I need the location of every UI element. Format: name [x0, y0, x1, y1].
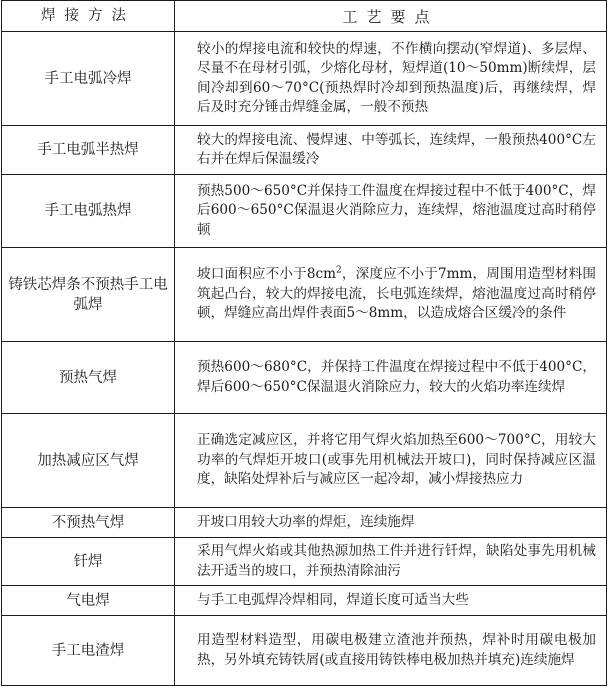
table-row: [2, 586, 607, 616]
header-row: [2, 1, 607, 32]
process-cell: 用造型材料造型，用碳电极建立渣池并预热，焊补时用碳电极加热，另外填充铸铁屑(或直接用铸铁棒电极加热并填充)连续施焊: [175, 616, 607, 686]
process-cell: 较大的焊接电流、慢焊速、中等弧长，连续焊，一般预热400°C左右并在焊后保温缓冷: [175, 126, 607, 175]
method-cell: 加热减应区气焊: [2, 414, 175, 508]
method-cell: 手工电弧冷焊: [2, 32, 175, 126]
process-text: ，深度应不小于7mm，周围用造型材料围筑起凸台，较大的焊接电流，长电弧连续焊，熔池温度过高时稍停顿，焊缝应高出焊件表面5～8mm，以造成熔合区缓冷的条件: [197, 266, 596, 322]
method-cell: 手工电弧热焊: [2, 175, 175, 248]
method-cell: 铸铁芯焊条不预热手工电弧焊: [2, 248, 175, 342]
process-text: 坡口面积应不小于8cm: [197, 266, 336, 283]
process-cell: 采用气焊火焰或其他热源加热工件并进行钎焊，缺陷处事先用机械法开适当的坡口，并预热清除油污: [175, 538, 607, 586]
method-cell: 手工电渣焊: [2, 616, 175, 686]
process-cell: 预热500～650°C并保持工件温度在焊接过程中不低于400°C，焊后600～650°C保温退火消除应力，连续焊，熔池温度过高时稍停顿: [175, 175, 607, 248]
header-process: 工艺要点: [175, 1, 607, 32]
superscript: 2: [336, 265, 342, 276]
method-cell: 气电焊: [2, 586, 175, 616]
process-cell: [175, 248, 607, 342]
table-row: [2, 175, 607, 248]
table-row: [2, 32, 607, 126]
table-row: [2, 508, 607, 538]
process-cell: 预热600～680°C，并保持工件温度在焊接过程中不低于400°C，焊后600～650°C保温退火消除应力，较大的火焰功率连续焊: [175, 342, 607, 414]
table-row: [2, 248, 607, 342]
process-cell: 开坡口用较大功率的焊炬，连续施焊: [175, 508, 607, 538]
welding-process-table: [1, 0, 607, 686]
process-cell: 与手工电弧焊冷焊相同，焊道长度可适当大些: [175, 586, 607, 616]
method-cell: 不预热气焊: [2, 508, 175, 538]
table-row: [2, 616, 607, 686]
method-cell: 手工电弧半热焊: [2, 126, 175, 175]
table-row: [2, 538, 607, 586]
table-row: [2, 126, 607, 175]
process-cell: 正确选定减应区，并将它用气焊火焰加热至600～700°C，用较大功率的气焊炬开坡口(或事先用机械法开坡口)，同时保持减应区温度，缺陷处焊补后与减应区一起冷却，减小焊接热应力: [175, 414, 607, 508]
method-cell: 预热气焊: [2, 342, 175, 414]
method-cell: 钎焊: [2, 538, 175, 586]
table-row: [2, 342, 607, 414]
table-row: [2, 414, 607, 508]
header-method: 焊接方法: [2, 1, 175, 32]
process-cell: 较小的焊接电流和较快的焊速，不作横向摆动(窄焊道)、多层焊、尽量不在母材引弧，少熔化母材，短焊道(10～50mm)断续焊，层间冷却到60～70°C(预热焊时冷却到预热温度)后，再继续焊，焊后及时充分锤击焊缝金属，一般不预热: [175, 32, 607, 126]
